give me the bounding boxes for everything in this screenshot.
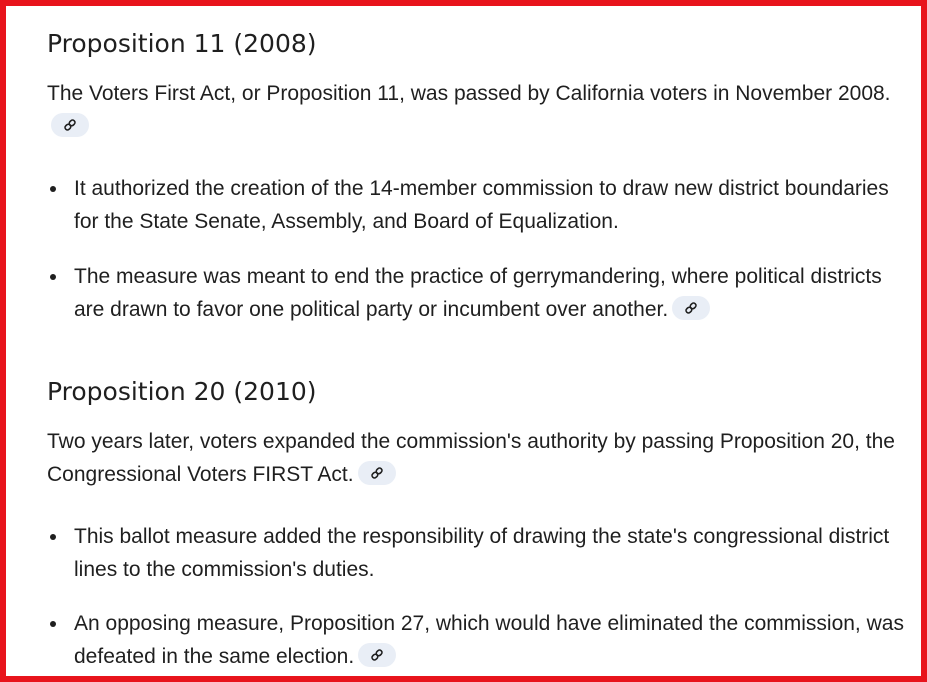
source-link-chip[interactable] [358,461,396,485]
intro-text: Two years later, voters expanded the commission's authority by passing Proposition 20, the Congressional Voters FIRST Act. [47,430,895,486]
bullet-dot [50,621,56,627]
link-icon [370,648,384,662]
bullet-dot [50,186,56,192]
section-heading-prop-20: Proposition 20 (2010) [47,377,317,406]
bullet-dot [50,534,56,540]
link-icon [63,118,77,132]
section-heading-prop-11: Proposition 11 (2008) [47,29,317,58]
section-intro-prop-11 [47,77,897,143]
link-icon [370,466,384,480]
list-item-text-wrap [74,260,912,326]
section-intro-prop-20 [47,425,897,491]
bullet-dot [50,274,56,280]
list-item-text: This ballot measure added the responsibility of drawing the state's congressional district lines to the commission's duties. [74,525,890,581]
list-item-text-wrap [74,607,912,673]
source-link-chip[interactable] [672,296,710,320]
source-link-chip[interactable] [358,643,396,667]
source-link-chip[interactable] [51,113,89,137]
list-item-text: An opposing measure, Proposition 27, which would have eliminated the commission, was defeated in the same election. [74,612,904,668]
link-icon [684,301,698,315]
list-item-text: The measure was meant to end the practice of gerrymandering, where political districts are drawn to favor one political party or incumbent over another. [74,265,882,321]
intro-text: The Voters First Act, or Proposition 11, was passed by California voters in November 2008. [47,82,891,105]
list-item-text: It authorized the creation of the 14-member commission to draw new district boundaries for the State Senate, Assembly, and Board of Equalization. [74,177,889,233]
